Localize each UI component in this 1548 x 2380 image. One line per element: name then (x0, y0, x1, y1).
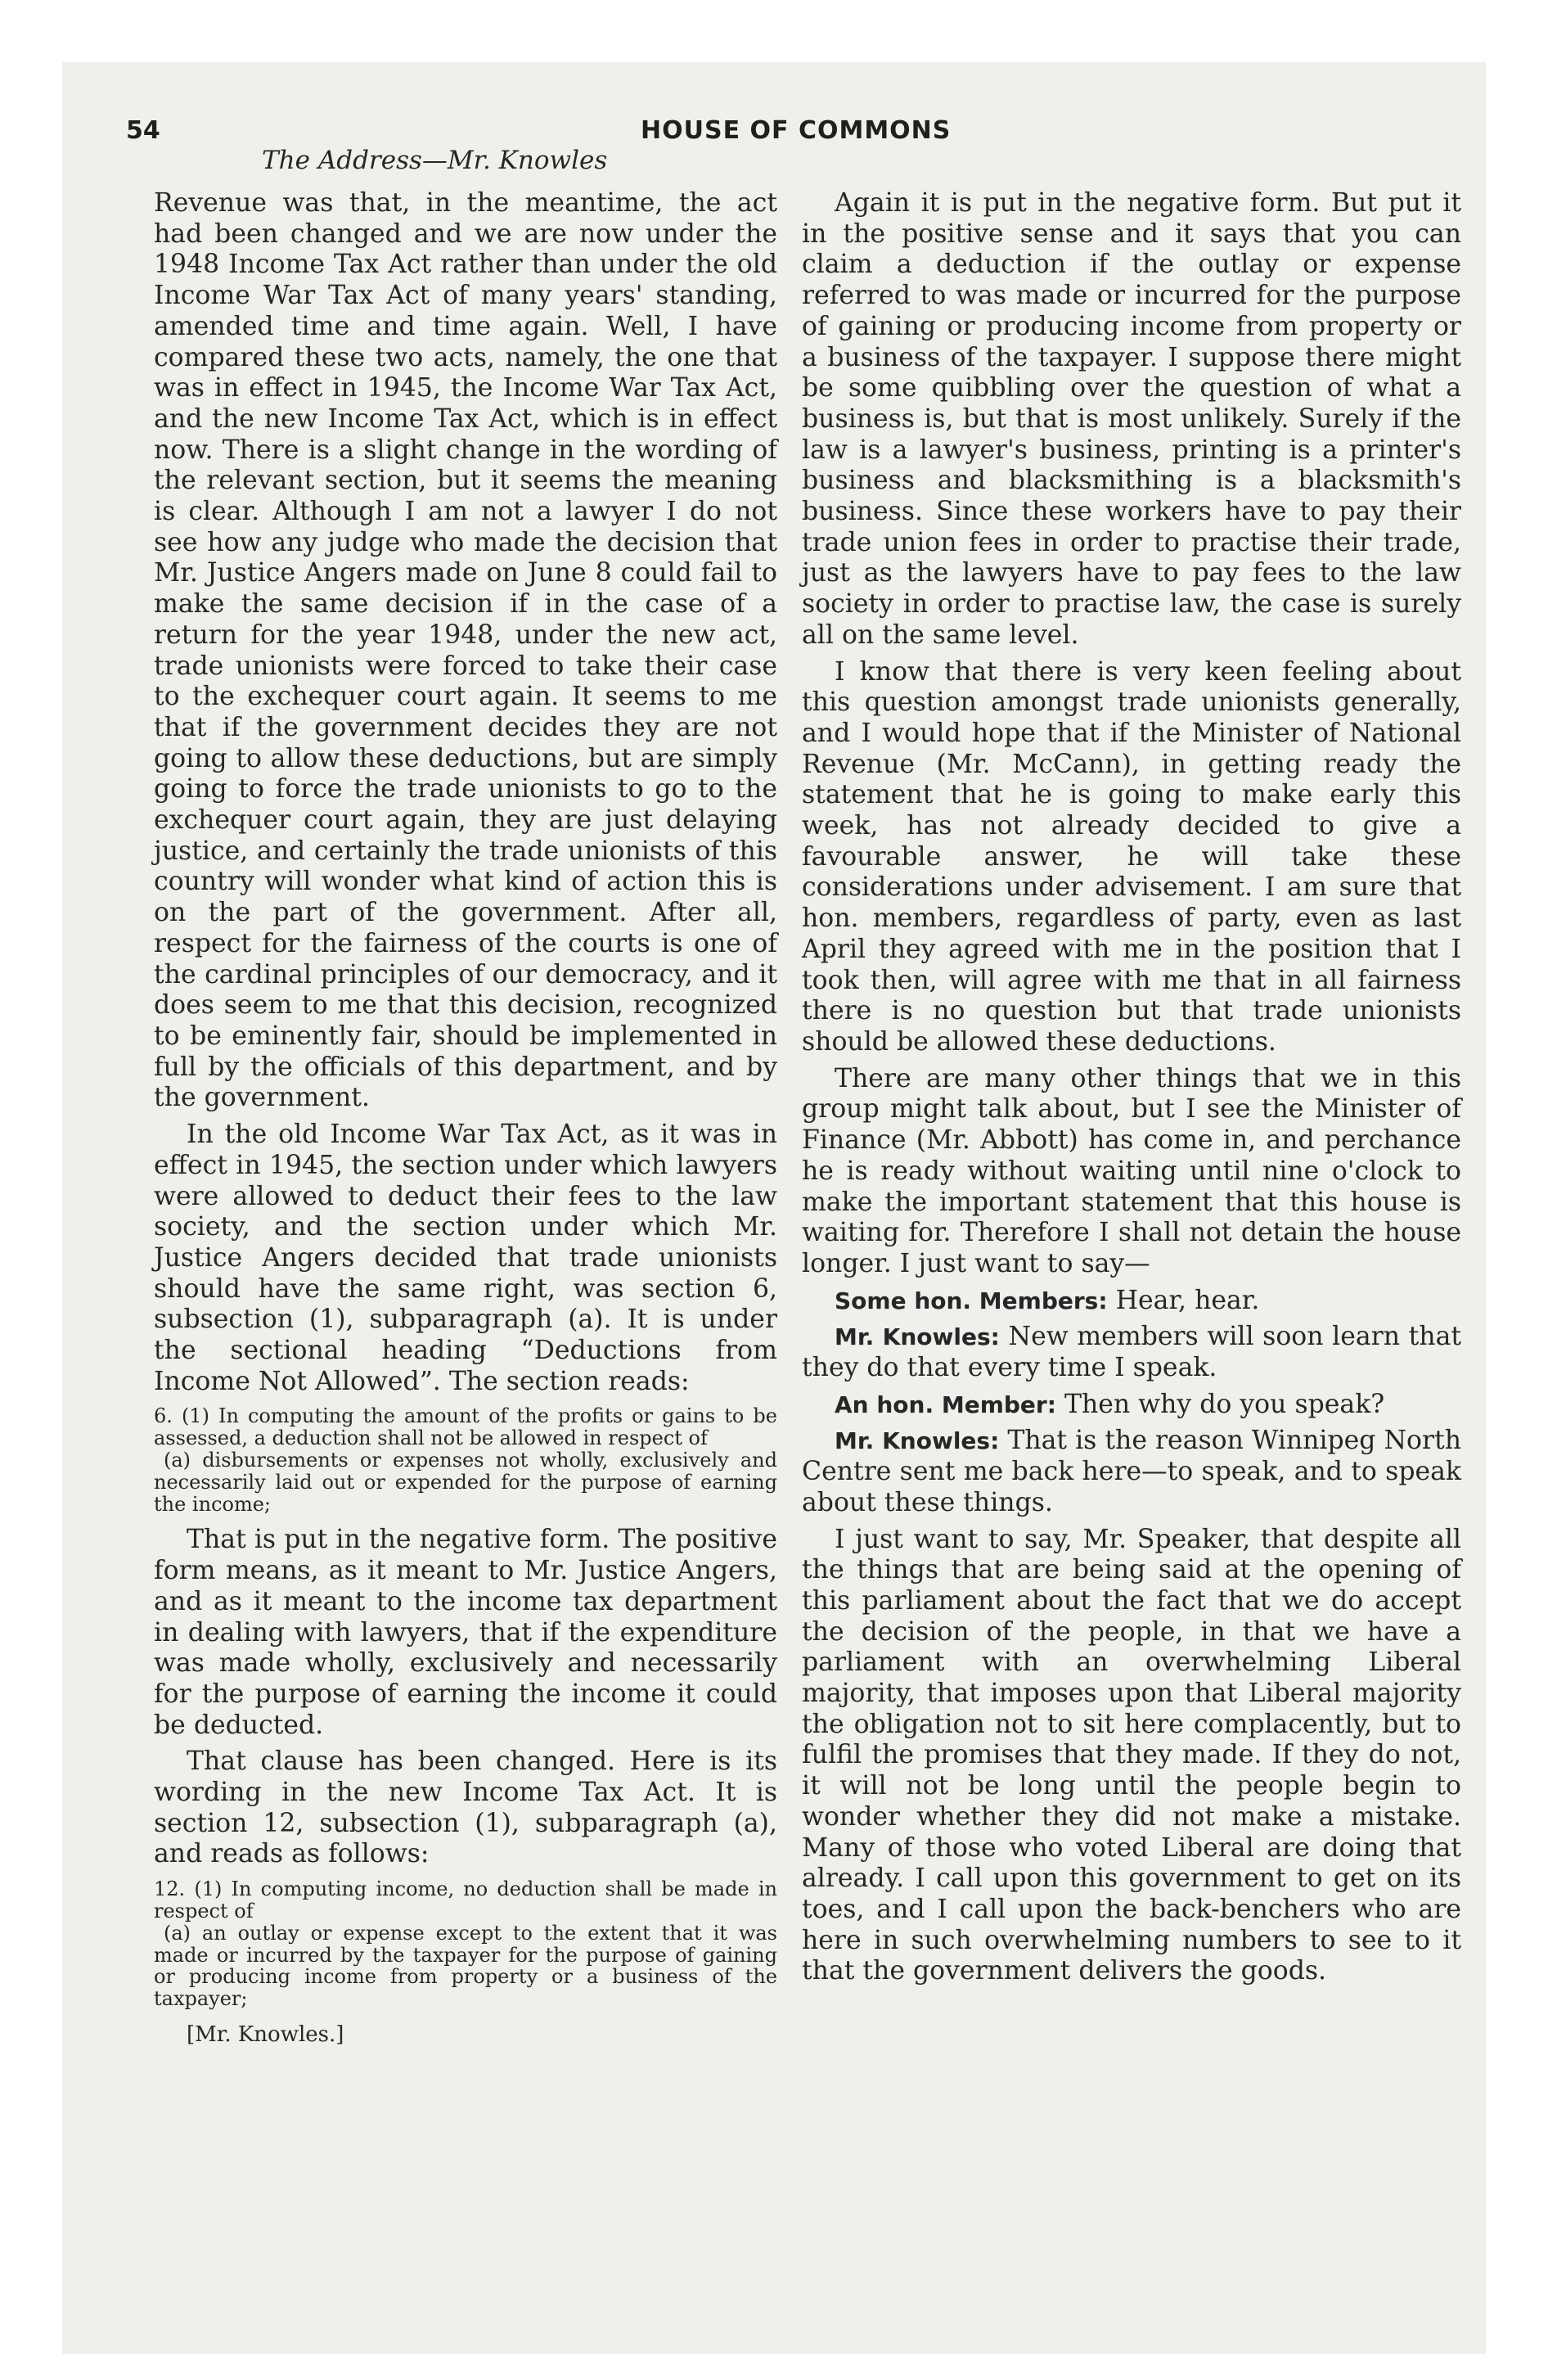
paragraph: In the old Income War Tax Act, as it was in effect in 1945, the section under which lawyers were allowed to deduct their fees to the law society, and the section under which Mr. Justice Angers decided that trade unionists should have the same right, was section 6, subsection (1), subparagraph (a). It is under the sectional heading “Deductions from Income Not Allowed”. The section reads: (154, 1120, 777, 1396)
section-subhead: The Address—Mr. Knowles (262, 146, 608, 175)
quote-line: (a) disbursements or expenses not wholly, exclusively and necessarily laid out or expended for the purpose of earning the income; (154, 1449, 777, 1516)
quote-line: (a) an outlay or expense except to the extent that it was made or incurred by the taxpayer for the purpose of gaining or producing income from property or a business of the taxpayer; (154, 1921, 777, 2011)
paragraph: There are many other things that we in this group might talk about, but I see the Minister of Finance (Mr. Abbott) has come in, and perchance he is ready without waiting until nine o'clock to make the important statement that this house is waiting for. Therefore I shall not detain the house longer. I just want to say— (802, 1063, 1461, 1278)
interjection (802, 1426, 1461, 1518)
paragraph: That clause has been changed. Here is its wording in the new Income Tax Act. It is section 12, subsection (1), subparagraph (a), and reads as follows: (154, 1747, 777, 1869)
paragraph: Revenue was that, in the meantime, the act had been changed and we are now under the 1948 Income Tax Act rather than under the old Income War Tax Act of many years' standing, amended time and time again. Well, I have compared these two acts, namely, the one that was in effect in 1945, the Income War Tax Act, and the new Income Tax Act, which is in effect now. There is a slight change in the wording of the relevant section, but it seems the meaning is clear. Although I am not a lawyer I do not see how any judge who made the decision that Mr. Justice Angers made on June 8 could fail to make the same decision if in the case of a return for the year 1948, under the new act, trade unionists were forced to take their case to the exchequer court again. It seems to me that if the government decides they are not going to allow these deductions, but are simply going to force the trade unionists to go to the exchequer court again, they are just delaying justice, and certainly the trade unionists of this country will wonder what kind of action this is on the part of the government. After all, respect for the fairness of the courts is one of the cardinal principles of our democracy, and it does seem to me that this decision, recognized to be eminently fair, should be implemented in full by the officials of this department, and by the government. (154, 188, 777, 1113)
paragraph: I just want to say, Mr. Speaker, that despite all the things that are being said at the opening of this parliament about the fact that we do accept the decision of the people, in that we have a parliament with an overwhelming Liberal majority, that imposes upon that Liberal majority the obligation not to sit here complacently, but to fulfil the promises that they made. If they do not, it will not be long until the people begin to wonder whether they did not make a mistake. Many of those who voted Liberal are doing that already. I call upon this government to get on its toes, and I call upon the back-benchers who are here in such overwhelming numbers to see to it that the government delivers the goods. (802, 1524, 1461, 1986)
speech: Then why do you speak? (1064, 1389, 1385, 1419)
interjection (802, 1390, 1461, 1421)
statute-quote (154, 1405, 777, 1515)
speaker-name: Mr. Knowles: (835, 1427, 1000, 1455)
interjection (802, 1322, 1461, 1383)
interjection (802, 1286, 1461, 1317)
quote-line: 12. (1) In computing income, no deduction shall be made in respect of (154, 1877, 777, 1922)
quote-line: 6. (1) In computing the amount of the profits or gains to be assessed, a deduction shall not be allowed in respect of (154, 1404, 777, 1450)
speech: New members will soon learn that they do that every time I speak. (802, 1322, 1462, 1383)
speaker-name: Some hon. Members: (835, 1287, 1108, 1314)
paragraph: Again it is put in the negative form. But put it in the positive sense and it says that you can claim a deduction if the outlay or expense referred to was made or incurred for the purpose of gaining or producing income from property or a business of the taxpayer. I suppose there might be some quibbling over the question of what a business is, but that is most unlikely. Surely if the law is a lawyer's business, printing is a printer's business and blacksmithing is a blacksmith's business. Since these workers have to pay their trade union fees in order to practise their trade, just as the lawyers have to pay fees to the law society in order to practise law, the case is surely all on the same level. (802, 188, 1461, 650)
speaker-name: Mr. Knowles: (835, 1323, 1000, 1351)
right-column (802, 188, 1461, 1993)
speech: That is the reason Winnipeg North Centre sent me back here—to speak, and to speak about these things. (802, 1426, 1462, 1517)
speaker-name: An hon. Member: (835, 1391, 1056, 1418)
paragraph: That is put in the negative form. The positive form means, as it meant to Mr. Justice Angers, and as it meant to the income tax department in dealing with lawyers, that if the expenditure was made wholly, exclusively and necessarily for the purpose of earning the income it could be deducted. (154, 1525, 777, 1740)
speech: Hear, hear. (1115, 1285, 1260, 1315)
left-column (154, 188, 777, 2057)
statute-quote (154, 1878, 777, 2010)
speaker-credit: [Mr. Knowles.] (187, 2022, 344, 2047)
paragraph: I know that there is very keen feeling about this question amongst trade unionists generally, and I would hope that if the Minister of National Revenue (Mr. McCann), in getting ready the statement that he is going to make early this week, has not already decided to give a favourable answer, he will take these considerations under advisement. I am sure that hon. members, regardless of party, even as last April they agreed with me in the position that I took then, will agree with me that in all fairness there is no question but that trade unionists should be allowed these deductions. (802, 656, 1461, 1057)
running-head: HOUSE OF COMMONS (641, 116, 952, 145)
page-number: 54 (126, 116, 160, 145)
